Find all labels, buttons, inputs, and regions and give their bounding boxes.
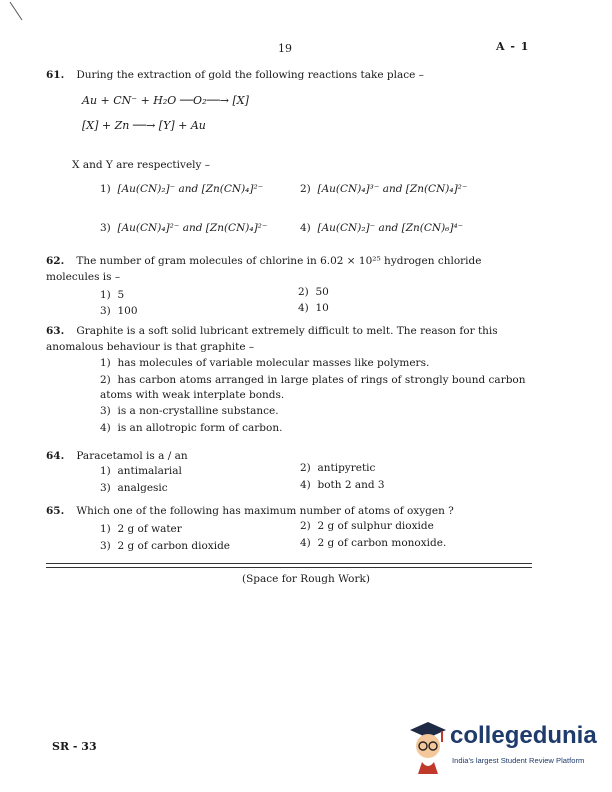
question-text: The number of gram molecules of chlorine in 6.02 × 10²⁵ hydrogen chloride molecules is – (46, 255, 482, 283)
question-text: During the extraction of gold the following reactions take place – (76, 69, 424, 81)
option-4: 4) both 2 and 3 (300, 479, 385, 491)
brand-name: collegedunia (450, 722, 597, 749)
reaction-1: Au + CN⁻ + H₂O ──O₂──→ [X] (82, 94, 249, 107)
option-3: 3) analgesic (100, 482, 168, 494)
option-4: 4) [Au(CN)₂]⁻ and [Zn(CN)₆]⁴⁻ (300, 222, 464, 234)
question-number: 62. (46, 255, 65, 267)
question-64 (46, 450, 532, 462)
question-number: 63. (46, 325, 65, 337)
brand-tagline: India's largest Student Review Platform (452, 756, 585, 765)
mascot-icon (404, 718, 450, 774)
option-2: 2) antipyretic (300, 462, 376, 474)
option-1: 1) [Au(CN)₂]⁻ and [Zn(CN)₄]²⁻ (100, 183, 264, 195)
option-1: 1) antimalarial (100, 465, 182, 477)
option-4: 4) 10 (298, 302, 329, 314)
question-text: Graphite is a soft solid lubricant extremely difficult to melt. The reason for this anomalous behaviour is that graphite – (46, 325, 498, 353)
option-1: 1) 2 g of water (100, 523, 182, 535)
question-63 (46, 323, 532, 355)
question-number: 61. (46, 69, 65, 81)
option-4: 4) 2 g of carbon monoxide. (300, 537, 447, 549)
option-2: 2) 50 (298, 286, 329, 298)
option-2: 2) has carbon atoms arranged in large plates of rings of strongly bound carbon atoms with weak interplate bonds. (100, 374, 526, 401)
question-number: 64. (46, 450, 65, 462)
option-2: 2) [Au(CN)₄]³⁻ and [Zn(CN)₄]²⁻ (300, 183, 468, 195)
question-number: 65. (46, 505, 65, 517)
question-65 (46, 505, 532, 517)
corner-pencil-mark (8, 0, 38, 22)
paper-code: A - 1 (496, 40, 530, 53)
divider-line (46, 563, 532, 564)
option-3: 3) 100 (100, 305, 138, 317)
divider-line (46, 567, 532, 568)
question-61 (46, 69, 532, 81)
sr-code: SR - 33 (52, 740, 97, 753)
reaction-2: [X] + Zn ──→ [Y] + Au (82, 119, 206, 132)
option-2: 2) 2 g of sulphur dioxide (300, 520, 434, 532)
question-prompt: X and Y are respectively – (72, 159, 211, 171)
option-1: 1) has molecules of variable molecular masses like polymers. (100, 357, 430, 369)
question-62 (46, 253, 532, 285)
option-3: 3) 2 g of carbon dioxide (100, 540, 231, 552)
rough-work-label: (Space for Rough Work) (242, 573, 370, 585)
question-text: Paracetamol is a / an (76, 450, 188, 462)
option-1: 1) 5 (100, 289, 125, 301)
brand-logo (402, 718, 602, 774)
question-text: Which one of the following has maximum number of atoms of oxygen ? (76, 505, 454, 517)
option-4: 4) is an allotropic form of carbon. (100, 422, 283, 434)
page-number: 19 (278, 42, 292, 55)
option-3: 3) is a non-crystalline substance. (100, 405, 279, 417)
option-3: 3) [Au(CN)₄]²⁻ and [Zn(CN)₄]²⁻ (100, 222, 268, 234)
